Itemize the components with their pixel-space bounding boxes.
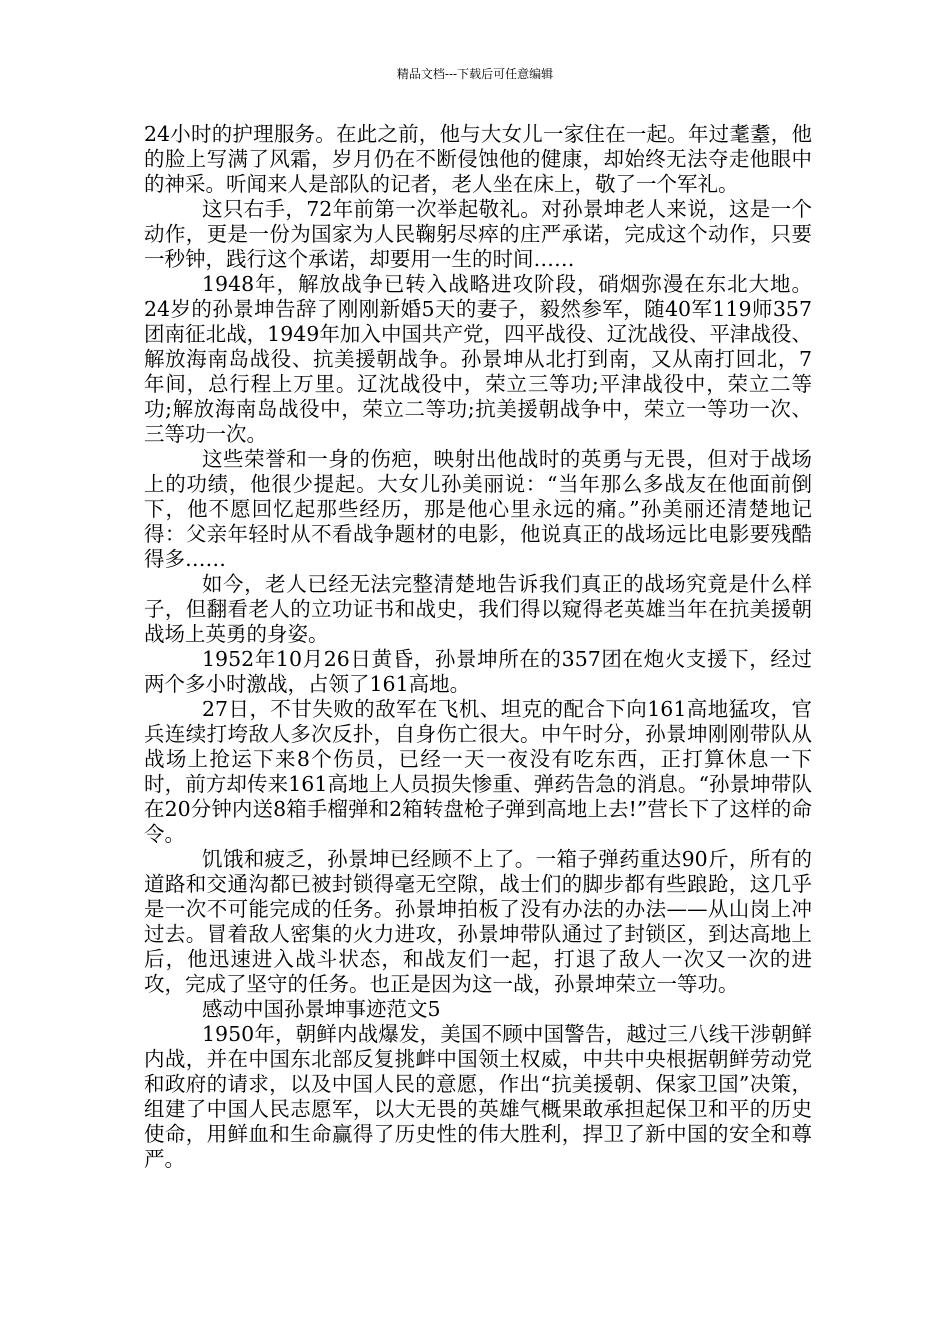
paragraph-counterattack: 27日，不甘失败的敌军在飞机、坦克的配合下向161高地猛攻，官兵连续打垮敌人多次反扑，自身伤亡很大。中午时分，孙景坤刚刚带队从战场上抢运下来8个伤员，已经一天一夜没有吃东西，正打算休息一下时，前方却传来161高地上人员损失惨重、弹药告急的消息。“孙景坤带队在20分钟内送8箱手榴弹和2箱转盘枪子弹到高地上去!”营长下了这样的命令。 bbox=[144, 697, 812, 846]
paragraph-1948-enlistment: 1948年，解放战争已转入战略进攻阶段，硝烟弥漫在东北大地。24岁的孙景坤告辞了刚刚新婚5天的妻子，毅然参军，随40军119师357团南征北战，1949年加入中国共产党，四平战役、辽沈战役、平津战役、解放海南岛战役、抗美援朝战争。孙景坤从北打到南，又从南打回北，7年间，总行程上万里。辽沈战役中，荣立三等功;平津战役中，荣立二等功;解放海南岛战役中，荣立二等功;抗美援朝战争中，荣立一等功一次、三等功一次。 bbox=[144, 272, 812, 446]
section-heading: 感动中国孙景坤事迹范文5 bbox=[202, 997, 441, 1021]
paragraph-ammo-delivery: 饥饿和疲乏，孙景坤已经顾不上了。一箱子弹药重达90斤，所有的道路和交通沟都已被封锁得毫无空隙，战士们的脚步都有些踉跄，这几乎是一次不可能完成的任务。孙景坤拍板了没有办法的办法——从山岗上冲过去。冒着敌人密集的火力进攻，孙景坤带队通过了封锁区，到达高地上后，他迅速进入战斗状态，和战友们一起，打退了敌人一次又一次的进攻，完成了坚守的任务。也正是因为这一战，孙景坤荣立一等功。 bbox=[144, 847, 812, 996]
paragraph-honors-scars: 这些荣誉和一身的伤疤，映射出他战时的英勇与无畏，但对于战场上的功绩，他很少提起。大女儿孙美丽说：“当年那么多战友在他面前倒下，他不愿回忆起那些经历，那是他心里永远的痛。”孙美丽还清楚地记得：父亲年轻时从不看战争题材的电影，他说真正的战场远比电影要残酷得多…… bbox=[144, 447, 812, 571]
paragraph-hill-161-capture: 1952年10月26日黄昏，孙景坤所在的357团在炮火支援下，经过两个多小时激战，占领了161高地。 bbox=[144, 647, 812, 696]
document-body bbox=[144, 122, 812, 1172]
paragraph-care-service: 24小时的护理服务。在此之前，他与大女儿一家住在一起。年过耄耋，他的脸上写满了风霜，岁月仍在不断侵蚀他的健康，却始终无法夺走他眼中的神采。听闻来人是部队的记者，老人坐在床上，敬了一个军礼。 bbox=[144, 122, 812, 196]
page-header: 精品文档---下载后可任意编辑 bbox=[396, 67, 554, 81]
paragraph-salute: 这只右手，72年前第一次举起敬礼。对孙景坤老人来说，这是一个动作，更是一份为国家为人民鞠躬尽瘁的庄严承诺，完成这个动作，只要一秒钟，践行这个承诺，却要用一生的时间…… bbox=[144, 197, 812, 271]
paragraph-1950-war: 1950年，朝鲜内战爆发，美国不顾中国警告，越过三八线干涉朝鲜内战，并在中国东北部反复挑衅中国领土权威，中共中央根据朝鲜劳动党和政府的请求，以及中国人民的意愿，作出“抗美援朝、保家卫国”决策，组建了中国人民志愿军，以大无畏的英雄气概果敢承担起保卫和平的历史使命，用鲜血和生命赢得了历史性的伟大胜利，捍卫了新中国的安全和尊严。 bbox=[144, 1022, 812, 1171]
paragraph-certificates: 如今，老人已经无法完整清楚地告诉我们真正的战场究竟是什么样子，但翻看老人的立功证书和战史，我们得以窥得老英雄当年在抗美援朝战场上英勇的身姿。 bbox=[144, 572, 812, 646]
